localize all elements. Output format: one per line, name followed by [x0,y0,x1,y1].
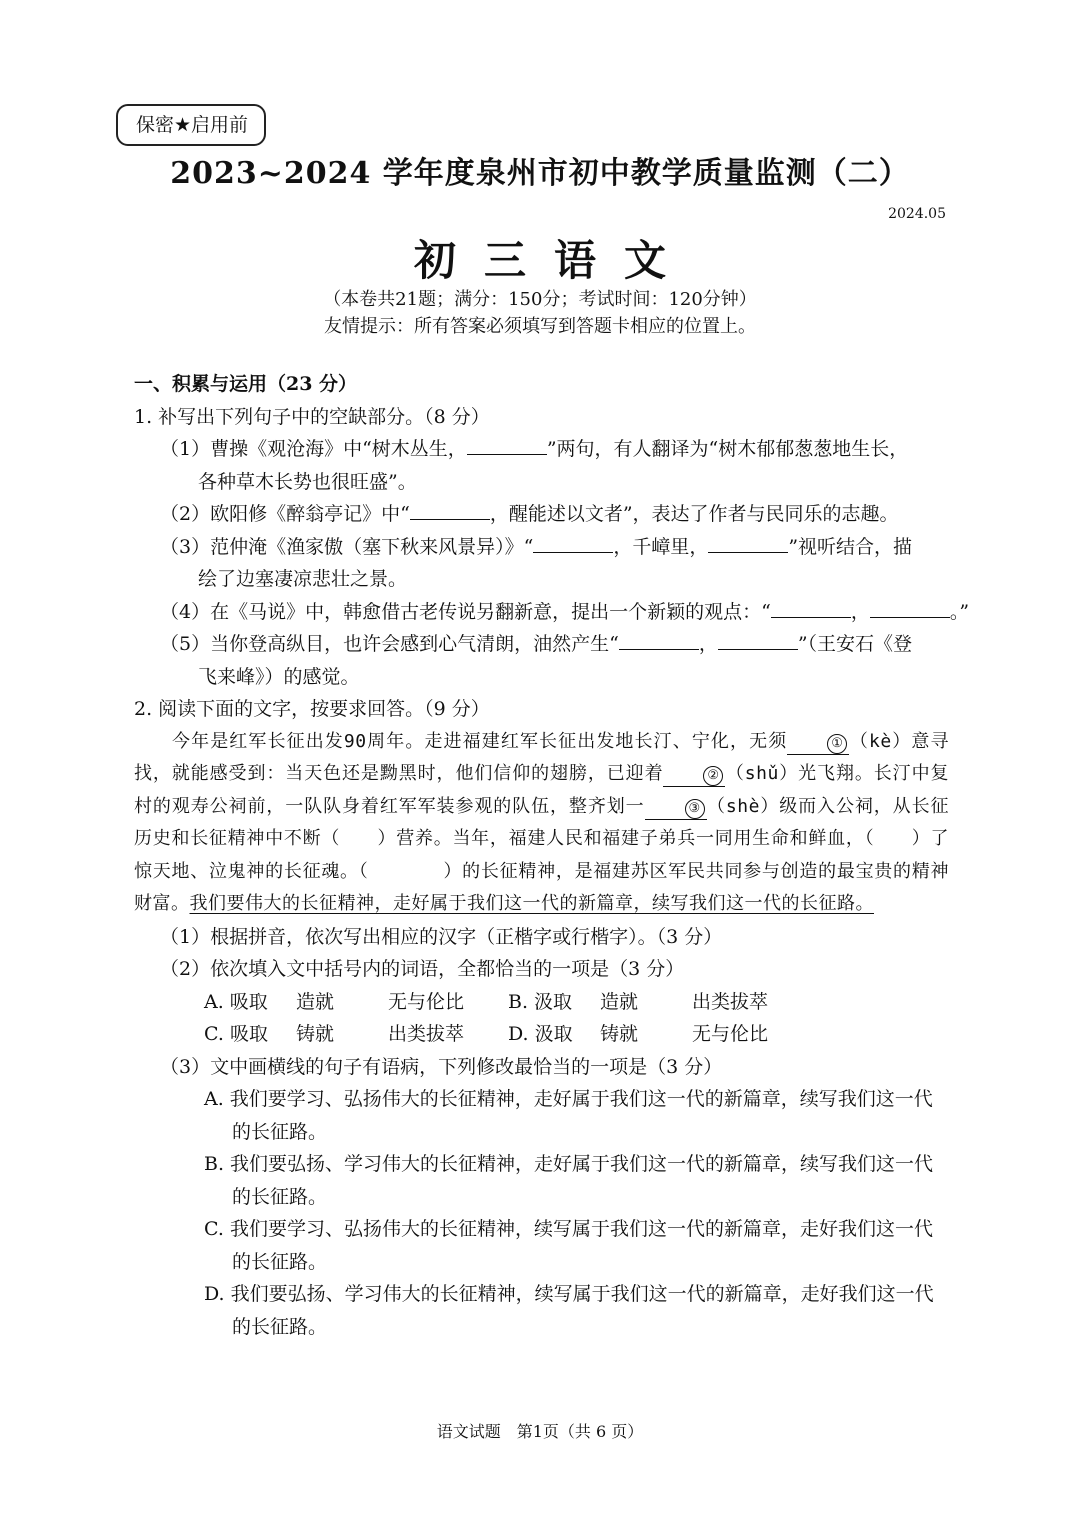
question-2-sub-2: （2）依次填入文中括号内的词语，全都恰当的一项是（3 分） [160,958,685,980]
question-2-sub-1: （1）根据拼音，依次写出相应的汉字（正楷字或行楷字）。（3 分） [160,925,723,948]
exam-date: 2024.05 [888,206,946,222]
question-1-item-4: （4）在《马说》中，韩愈借古老传说另翻新意，提出一个新颖的观点：“ ， 。” [134,596,949,629]
option-cell: 无与伦比 [692,1023,769,1045]
sub-3-option-b: B. 我们要弘扬、学习伟大的长征精神，走好属于我们这一代的新篇章，续写我们这一代的长征路。 [204,1153,934,1208]
answer-blank [771,597,851,618]
question-1-item-5: （5）当你登高纵目，也许会感到心气清朗，油然产生“ ， ”（王安石《登 [134,628,949,661]
option-cell: 造就 [600,990,639,1013]
underlined-sentence: 我们要伟大的长征精神，走好属于我们这一代的新篇章，续写我们这一代的长征路。 [189,893,874,914]
sub-2-options [134,986,949,1051]
sub-3-option-a: A. 我们要学习、弘扬伟大的长征精神，走好属于我们这一代的新篇章，续写我们这一代的长征路。 [204,1088,933,1143]
reading-passage: 今年是红军长征出发90周年。走进福建红军长征出发地长汀、宁化，无须 ① （kè）意寻找，就能感受到：当天色还是黝黑时，他们信仰的翅膀，已迎着 ② （shǔ）光飞翔。长汀中复村的观寿公祠前，一队队身着红军军装参观的队伍，整齐划一 ③ （shè）级而入公祠，从长征历史和长征精神中不断（ ）营养。当年，福建人民和福建子弟兵一同用生命和鲜血，（ ）了惊天地、泣鬼神的长征魂。（ ）的长征精神，是福建苏区军民共同参与创造的最宝贵的精神财富。我们要伟大的长征精神，走好属于我们这一代的新篇章，续写我们这一代的长征路。 [134,730,950,914]
option-cell: 铸就 [296,1023,335,1045]
exam-title: 2023~2024 学年度泉州市初中教学质量监测（二） [170,156,910,191]
exam-body [134,368,970,1343]
answer-blank [718,629,798,650]
exam-notice: 友情提示：所有答案必须填写到答题卡相应的位置上。 [324,316,756,337]
question-1-item-3: （3）范仲淹《渔家傲（塞下秋来风景异）》“ ，千嶂里， ”视听结合，描 [134,531,949,564]
option-cell: 铸就 [600,1023,639,1045]
answer-blank [708,532,788,553]
question-1-item-5-cont: 飞来峰》）的感觉。 [198,665,360,688]
option-cell: 造就 [296,990,335,1013]
option-cell: 无与伦比 [388,990,465,1013]
question-1-item-1: （1）曹操《观沧海》中“树木丛生， ”两句，有人翻译为“树木郁郁葱葱地生长， [134,433,949,466]
option-cell: A. 吸取 [204,990,268,1013]
question-1-item-3-cont: 绘了边塞凄凉悲壮之景。 [198,568,408,590]
question-1-item-2: （2）欧阳修《醉翁亭记》中“ ，醒能述以文者”，表达了作者与民同乐的志趣。 [134,498,949,531]
page-footer: 语文试题 第1页（共 6 页） [436,1422,644,1441]
answer-blank [870,597,950,618]
option-cell: C. 吸取 [204,1023,268,1045]
subject-title: 初三语文 [413,236,694,285]
answer-blank [467,434,547,455]
question-1-title: 1. 补写出下列句子中的空缺部分。（8 分） [134,405,490,428]
question-1-item-1-cont: 各种草木长势也很旺盛”。 [198,470,417,493]
option-cell: B. 汲取 [508,990,573,1013]
question-2-title: 2. 阅读下面的文字，按要求回答。（9 分） [134,698,490,720]
question-2-sub-3: （3）文中画横线的句子有语病，下列修改最恰当的一项是（3 分） [160,1055,723,1078]
pinyin-blank-3: ③ [645,797,707,820]
section-heading: 一、积累与运用（23 分） [134,373,358,395]
answer-blank [410,499,490,520]
answer-blank [533,532,613,553]
answer-blank [619,629,699,650]
sub-3-option-d: D. 我们要弘扬、学习伟大的长征精神，续写属于我们这一代的新篇章，走好我们这一代的长征路。 [204,1283,934,1338]
confidential-stamp: 保密★启用前 [116,104,266,146]
pinyin-blank-1: ① [787,732,849,755]
pinyin-blank-2: ② [663,764,725,787]
exam-info: （本卷共21题；满分：150分；考试时间：120分钟） [323,289,757,310]
option-cell: D. 汲取 [508,1023,573,1045]
sub-3-option-c: C. 我们要学习、弘扬伟大的长征精神，续写属于我们这一代的新篇章，走好我们这一代的长征路。 [204,1218,933,1273]
option-cell: 出类拔萃 [388,1023,465,1045]
option-cell: 出类拔萃 [692,990,769,1013]
